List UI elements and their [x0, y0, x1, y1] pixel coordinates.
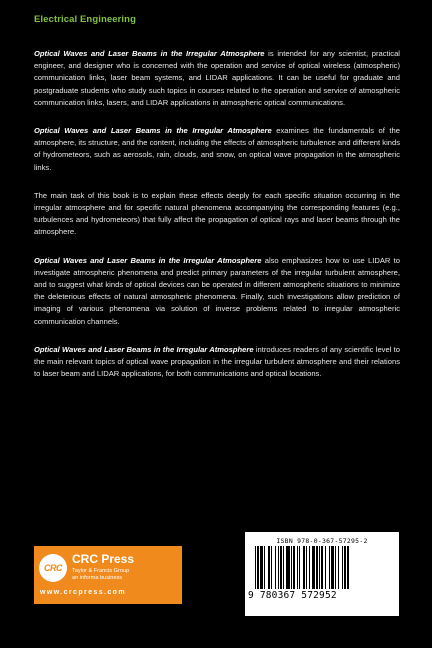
paragraph-5 [34, 344, 400, 381]
paragraph-2-text: examines the fundamentals of the atmosphere, its structure, and the content, including the effects of atmospheric turbulence and different kinds of hydrometeors, such as aerosols, rain, clouds, and snow, on optical wave propagation in the atmospheric links. [34, 126, 400, 172]
book-title-5: Optical Waves and Laser Beams in the Irregular Atmosphere [34, 344, 254, 354]
book-title-1: Optical Waves and Laser Beams in the Irregular Atmosphere [34, 49, 265, 58]
isbn-barcode [245, 532, 399, 616]
publisher-url: www.crcpress.com [40, 589, 126, 596]
barcode-bar [349, 546, 350, 589]
paragraph-5-text: introduces readers of any scientific level to the main relevant topics of optical wave propagation in the irregular turbulent atmosphere and their relations to laser beam and LIDAR applications, for both communications and optical locations. [34, 344, 400, 379]
publisher-group: Taylor & Francis Group [72, 568, 130, 574]
paragraph-1 [34, 48, 400, 109]
publisher-name: CRC Press [72, 552, 135, 566]
publisher-tagline: an informa business [72, 575, 123, 581]
paragraph-3 [34, 190, 400, 239]
back-cover-description [34, 48, 400, 396]
ean-digits: 9 780367 572952 [248, 590, 337, 601]
subject-category: Electrical Engineering [34, 14, 136, 25]
book-title-2: Optical Waves and Laser Beams in the Irregular Atmosphere [34, 126, 272, 136]
isbn-number: ISBN 978-0-367-57295-2 [276, 537, 368, 545]
paragraph-2 [34, 125, 400, 174]
paragraph-4 [34, 255, 400, 328]
paragraph-4-text: also emphasizes how to use LIDAR to investigate atmospheric phenomena and predict primary parameters of the irregular turbulent atmosphere, and to suggest what kinds of optical devices can be operated in different atmospheric situations to minimize the deleterious effects of natural atmospheric phenomena. Finally, such investigations allow prediction of imaging of various phenomena via solution of inverse problems related to irregular atmospheric communication channels. [34, 255, 400, 326]
publisher-logo-block [34, 546, 182, 604]
paragraph-3-text: The main task of this book is to explain these effects deeply for each specific situation occurring in the irregular atmosphere and for specific natural phenomena accompanying the corresponding features (e.g., turbulences and hydrometeors) that fully affect the propagation of optical rays and laser beams through the atmosphere. [34, 190, 400, 237]
book-title-4: Optical Waves and Laser Beams in the Irregular Atmosphere [34, 255, 262, 265]
crc-logo-icon [39, 554, 67, 582]
crc-badge-text: CRC [44, 563, 62, 573]
paragraph-1-text: is intended for any scientist, practical engineer, and designer who is concerned with the operation and service of optical wireless (atmospheric) communication links, laser beam systems, and LIDAR applications. It can be useful for graduate and postgraduate students who study such topics in courses related to the operation and service of atmospheric communication links, lasers, and LIDAR applications in atmospheric optical communications. [34, 49, 400, 107]
barcode-bars [255, 546, 391, 589]
